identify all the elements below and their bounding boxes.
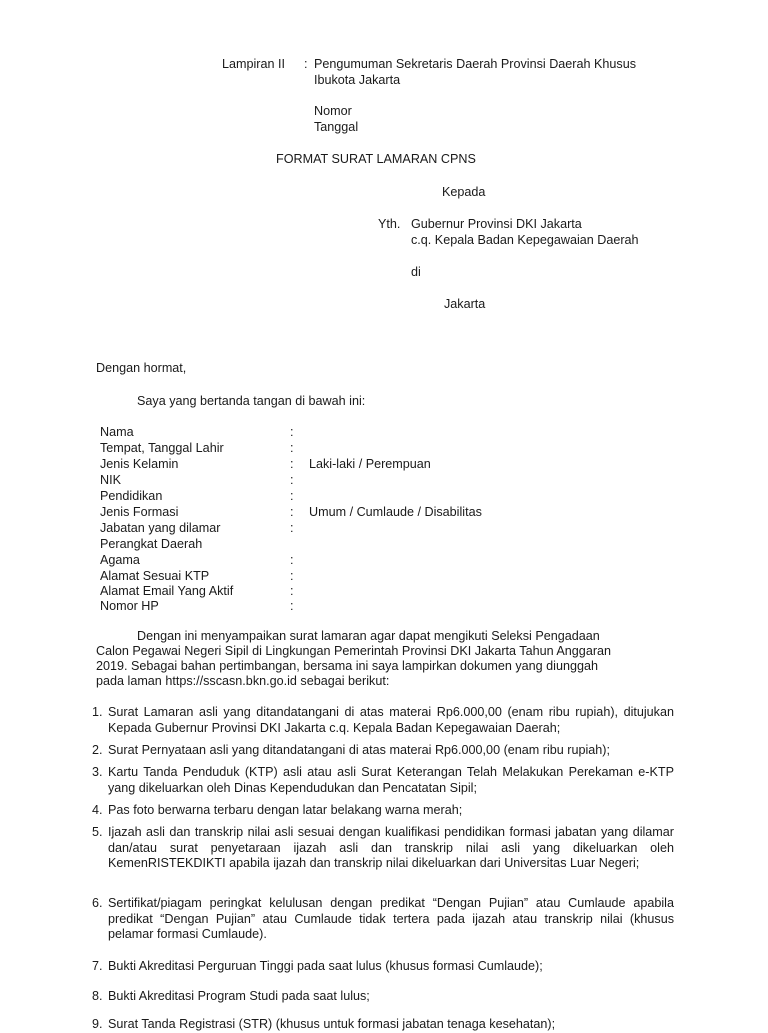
- list-item: [92, 705, 674, 736]
- list-text: Bukti Akreditasi Perguruan Tinggi pada saat lulus (khusus formasi Cumlaude);: [108, 959, 543, 973]
- recipient-line-2: c.q. Kepala Badan Kepegawaian Daerah: [411, 233, 639, 247]
- lampiran-line-1: Pengumuman Sekretaris Daerah Provinsi Daerah Khusus: [314, 57, 637, 71]
- list-number: 1.: [92, 705, 103, 719]
- field-separator: :: [290, 441, 294, 455]
- list-number: 7.: [92, 959, 103, 973]
- field-label: Agama: [100, 553, 140, 567]
- field-label: Jenis Formasi: [100, 505, 179, 519]
- list-number: 3.: [92, 765, 103, 779]
- field-label: Nama: [100, 425, 134, 439]
- list-number: 8.: [92, 989, 103, 1003]
- field-separator: :: [290, 457, 294, 471]
- list-text: Surat Lamaran asli yang ditandatangani di atas materai Rp6.000,00 (enam ribu rupiah), ditujukan Kepada Gubernur Provinsi DKI Jakarta c.q. Kepala Badan Kepegawaian Daerah;: [108, 705, 674, 735]
- intro-text: Saya yang bertanda tangan di bawah ini:: [137, 394, 366, 408]
- field-separator: :: [290, 489, 294, 503]
- list-text: Bukti Akreditasi Program Studi pada saat lulus;: [108, 989, 370, 1003]
- list-item: [92, 896, 674, 943]
- field-label: Jenis Kelamin: [100, 457, 179, 471]
- field-separator: :: [290, 584, 294, 598]
- body-line: 2019. Sebagai bahan pertimbangan, bersama ini saya lampirkan dokumen yang diunggah: [96, 659, 598, 673]
- list-item: [92, 989, 674, 1005]
- field-label: Jabatan yang dilamar: [100, 521, 221, 535]
- list-number: 4.: [92, 803, 103, 817]
- list-number: 9.: [92, 1017, 103, 1031]
- list-text: Surat Pernyataan asli yang ditandatangani di atas materai Rp6.000,00 (enam ribu rupiah);: [108, 743, 610, 757]
- field-label: Nomor HP: [100, 599, 159, 613]
- list-number: 2.: [92, 743, 103, 757]
- list-item: [92, 803, 674, 819]
- list-number: 6.: [92, 896, 103, 910]
- body-line: Calon Pegawai Negeri Sipil di Lingkungan Pemerintah Provinsi DKI Jakarta Tahun Anggaran: [96, 644, 612, 658]
- lampiran-colon: :: [304, 57, 308, 71]
- yth-label: Yth.: [378, 217, 401, 231]
- list-text: Ijazah asli dan transkrip nilai asli sesuai dengan kualifikasi pendidikan formasi jabatan yang dilamar dan/atau surat penyetaraan ijazah asli dan transkrip nilai asli yang dikeluarkan oleh KemenRISTEKDIKTI apabila ijazah dan transkrip nilai dikeluarkan dari Universitas Luar Negeri;: [108, 825, 674, 871]
- list-text: Surat Tanda Registrasi (STR) (khusus untuk formasi jabatan tenaga kesehatan);: [108, 1017, 556, 1031]
- list-text: Kartu Tanda Penduduk (KTP) asli atau asli Surat Keterangan Telah Melakukan Perekaman e-KTP yang dikeluarkan oleh Dinas Kependudukan dan Pencatatan Sipil;: [108, 765, 674, 795]
- field-separator: :: [290, 569, 294, 583]
- field-label: Tempat, Tanggal Lahir: [100, 441, 224, 455]
- lampiran-line-2: Ibukota Jakarta: [314, 73, 401, 87]
- recipient-city: Jakarta: [444, 297, 486, 311]
- field-value: Umum / Cumlaude / Disabilitas: [309, 505, 482, 519]
- field-separator: :: [290, 425, 294, 439]
- nomor-label: Nomor: [314, 104, 352, 118]
- list-item: [92, 959, 674, 975]
- list-item: [92, 743, 674, 759]
- recipient-line-1: Gubernur Provinsi DKI Jakarta: [411, 217, 582, 231]
- field-label: Pendidikan: [100, 489, 163, 503]
- kepada-label: Kepada: [442, 185, 486, 199]
- document-title: FORMAT SURAT LAMARAN CPNS: [276, 152, 476, 166]
- tanggal-label: Tanggal: [314, 120, 359, 134]
- field-label: Alamat Email Yang Aktif: [100, 584, 234, 598]
- list-number: 5.: [92, 825, 103, 839]
- list-text: Pas foto berwarna terbaru dengan latar belakang warna merah;: [108, 803, 463, 817]
- body-line: Dengan ini menyampaikan surat lamaran agar dapat mengikuti Seleksi Pengadaan: [137, 629, 600, 643]
- greeting: Dengan hormat,: [96, 361, 187, 375]
- field-separator: :: [290, 521, 294, 535]
- field-separator: :: [290, 553, 294, 567]
- list-item: [92, 825, 674, 872]
- field-label: NIK: [100, 473, 121, 487]
- di-label: di: [411, 265, 421, 279]
- field-label: Perangkat Daerah: [100, 537, 203, 551]
- body-line: pada laman https://sscasn.bkn.go.id sebagai berikut:: [96, 674, 390, 688]
- lampiran-label: Lampiran II: [222, 57, 285, 71]
- list-text: Sertifikat/piagam peringkat kelulusan dengan predikat “Dengan Pujian” atau Cumlaude apabila predikat “Dengan Pujian” atau Cumlaude tidak tertera pada ijazah atau transkrip nilai (khusus pelamar formasi Cumlaude).: [108, 896, 674, 942]
- field-separator: :: [290, 505, 294, 519]
- field-separator: :: [290, 473, 294, 487]
- field-value: Laki-laki / Perempuan: [309, 457, 431, 471]
- field-label: Alamat Sesuai KTP: [100, 569, 210, 583]
- list-item: [92, 1017, 674, 1033]
- list-item: [92, 765, 674, 796]
- field-separator: :: [290, 599, 294, 613]
